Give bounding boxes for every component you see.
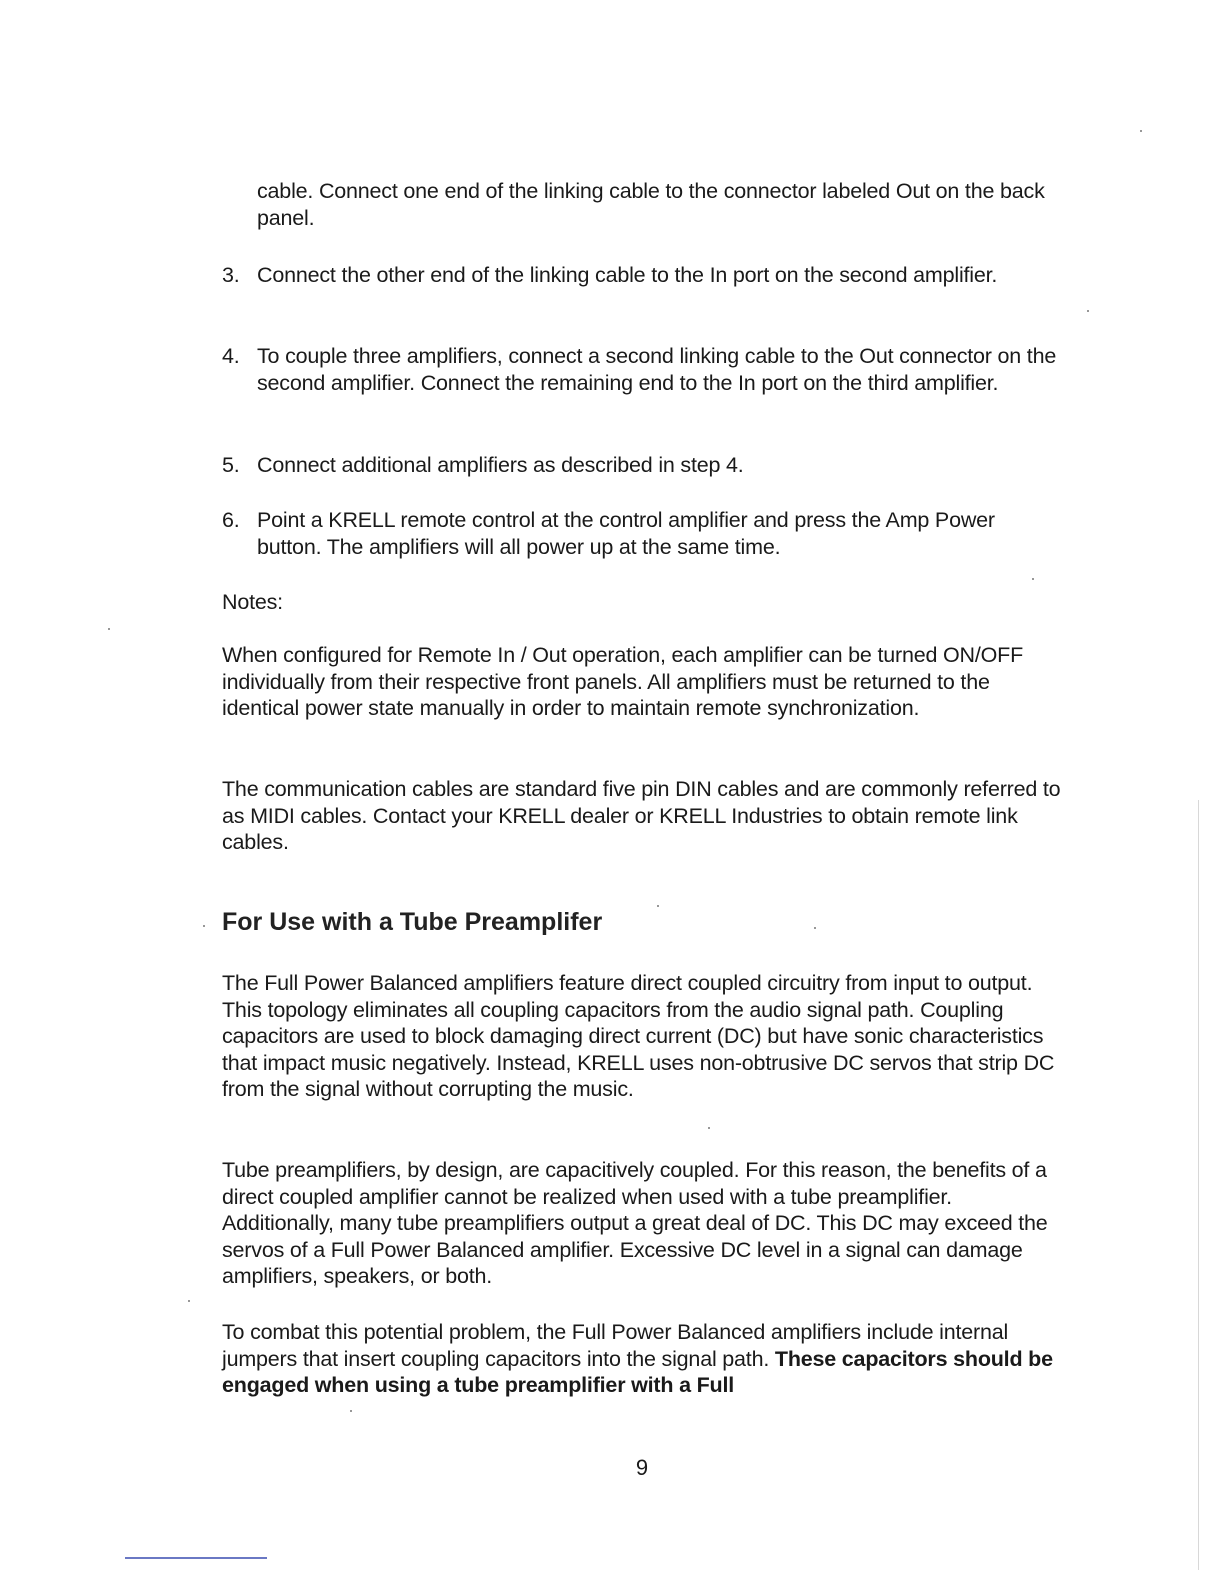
- scan-speck: [657, 905, 659, 907]
- scan-speck: [814, 927, 816, 929]
- scan-underline-mark: [125, 1557, 267, 1559]
- page-number: 9: [635, 1455, 649, 1480]
- scan-speck: [108, 628, 110, 630]
- notes-paragraph: The communication cables are standard five pin DIN cables and are commonly referred to as MIDI cables. Contact your KRELL dealer or KRELL Industries to obtain remote link cables.: [222, 777, 1061, 855]
- step-3: [222, 262, 1062, 289]
- scan-speck: [1087, 310, 1089, 312]
- section-paragraph: The Full Power Balanced amplifiers feature direct coupled circuitry from input to output. This topology eliminates all coupling capacitors from the audio signal path. Coupling capacitors are used to block damaging direct current (DC) but have sonic characteristics that impact music negatively. Instead, KRELL uses non-obtrusive DC servos that strip DC from the signal without corrupting the music.: [222, 971, 1055, 1102]
- notes-label: Notes:: [222, 590, 283, 614]
- step-number: 3.: [222, 263, 240, 287]
- step-4: [222, 343, 1062, 396]
- notes-paragraph: When configured for Remote In / Out operation, each amplifier can be turned ON/OFF individually from their respective front panels. All amplifiers must be returned to the identical power state manually in order to maintain remote synchronization.: [222, 643, 1023, 721]
- step-text: Point a KRELL remote control at the control amplifier and press the Amp Power button. The amplifiers will all power up at the same time.: [257, 508, 995, 559]
- continuation-text: cable. Connect one end of the linking cable to the connector labeled Out on the back panel.: [257, 179, 1045, 230]
- section-paragraph: Tube preamplifiers, by design, are capacitively coupled. For this reason, the benefits of a direct coupled amplifier cannot be realized when used with a tube preamplifier. Additionally, many tube preamplifiers output a great deal of DC. This DC may exceed the servos of a Full Power Balanced amplifier. Excessive DC level in a signal can damage amplifiers, speakers, or both.: [222, 1158, 1048, 1289]
- scan-speck: [1140, 130, 1142, 132]
- step-number: 4.: [222, 344, 240, 368]
- section-heading: For Use with a Tube Preamplifer: [222, 908, 603, 936]
- scan-speck: [1032, 578, 1034, 580]
- step-number: 6.: [222, 508, 240, 532]
- scan-speck: [708, 1127, 710, 1129]
- step-text: Connect the other end of the linking cable to the In port on the second amplifier.: [257, 263, 998, 287]
- step-5: [222, 452, 1062, 479]
- scan-speck: [188, 1300, 190, 1302]
- step-text: Connect additional amplifiers as described in step 4.: [257, 453, 744, 477]
- scan-edge-line: [1198, 800, 1199, 1570]
- step-text: To couple three amplifiers, connect a second linking cable to the Out connector on the second amplifier. Connect the remaining end to the In port on the third amplifier.: [257, 344, 1057, 395]
- section-paragraph-last: [222, 1319, 1067, 1399]
- paragraph-bold-text: These capacitors should be engaged when using a tube preamplifier with a Full: [222, 1346, 1053, 1398]
- scan-speck: [203, 925, 205, 927]
- scan-speck: [350, 1410, 352, 1412]
- step-6: [222, 507, 1062, 560]
- paragraph-text: To combat this potential problem, the Full Power Balanced amplifiers include internal jumpers that insert coupling capacitors into the signal path.: [222, 1320, 1009, 1371]
- step-number: 5.: [222, 453, 240, 477]
